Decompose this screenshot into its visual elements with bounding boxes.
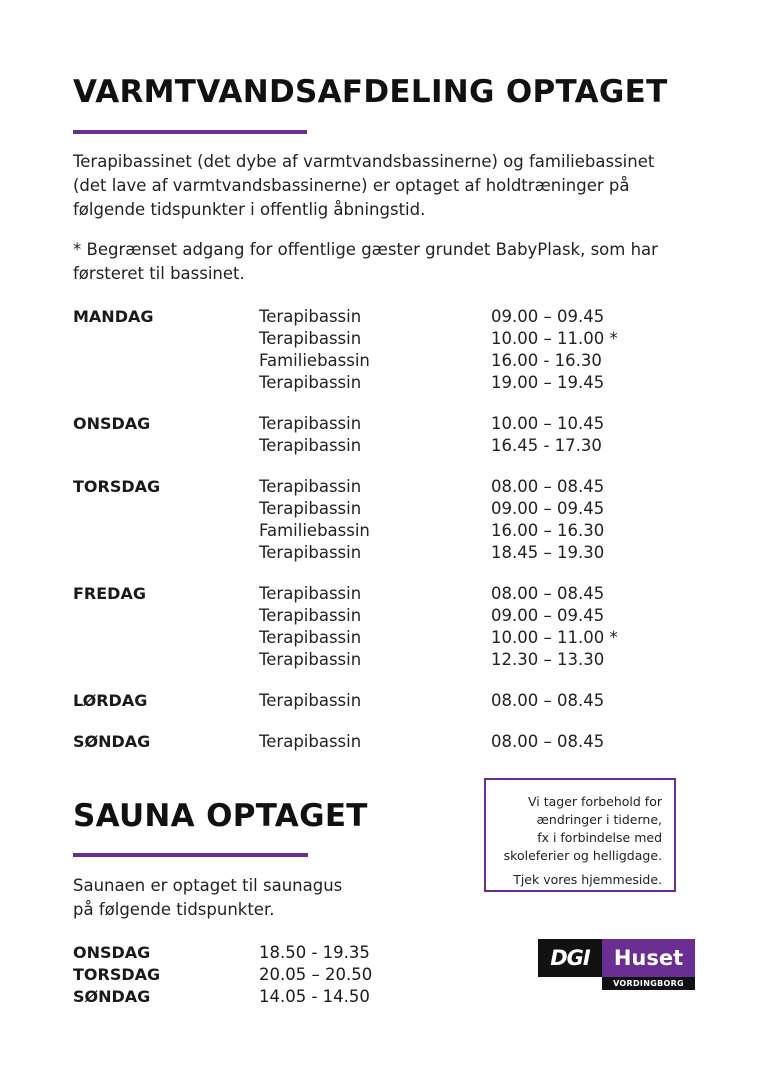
schedule-entry <box>259 731 673 753</box>
day-group-lordag <box>73 690 673 712</box>
disclaimer-box <box>484 778 676 892</box>
pool-name: Terapibassin <box>259 650 362 669</box>
time-slot: 12.30 – 13.30 <box>491 650 605 669</box>
time-slot: 10.00 – 10.45 <box>491 414 605 433</box>
pool-name: Terapibassin <box>259 477 362 496</box>
time-slot: 16.00 - 16.30 <box>491 351 602 370</box>
schedule-entry <box>259 372 673 394</box>
time-slot: 16.45 - 17.30 <box>491 436 602 455</box>
day-entries <box>259 583 673 671</box>
day-label: FREDAG <box>73 584 146 603</box>
schedule-entry <box>259 435 673 457</box>
pool-name: Terapibassin <box>259 732 362 751</box>
time-slot: 16.00 – 16.30 <box>491 521 605 540</box>
schedule-entry <box>259 649 673 671</box>
disclaimer-line: fx i forbindelse med <box>537 830 662 845</box>
time-slot: 09.00 – 09.45 <box>491 606 605 625</box>
schedule-entry <box>259 306 673 328</box>
day-entries <box>259 731 673 753</box>
time-slot: 09.00 – 09.45 <box>491 499 605 518</box>
day-label: SØNDAG <box>73 732 151 751</box>
pool-name: Terapibassin <box>259 436 362 455</box>
pool-name: Terapibassin <box>259 691 362 710</box>
day-entries <box>259 476 673 564</box>
schedule-entry <box>259 328 673 350</box>
schedule-entry <box>259 350 673 372</box>
day-group-mandag <box>73 306 673 394</box>
pool-name: Terapibassin <box>259 606 362 625</box>
sauna-intro <box>73 874 403 922</box>
hot-water-intro: Terapibassinet (det dybe af varmtvandsbassinerne) og familiebassinet (det lave af varmtvandsbassinerne) er optaget af holdtræninger på følgende tidspunkter i offentlig åbningstid. <box>73 152 655 219</box>
title-underline <box>73 130 307 134</box>
sauna-intro-line: på følgende tidspunkter. <box>73 900 275 919</box>
time-slot: 08.00 – 08.45 <box>491 691 605 710</box>
pool-name: Terapibassin <box>259 329 362 348</box>
pool-name: Terapibassin <box>259 499 362 518</box>
time-slot: 10.00 – 11.00 * <box>491 329 618 348</box>
pool-name: Familiebassin <box>259 351 370 370</box>
logo-huset-block: Huset <box>602 939 695 977</box>
day-label: TORSDAG <box>73 965 161 984</box>
day-group-fredag <box>73 583 673 671</box>
hot-water-title: VARMTVANDSAFDELING OPTAGET <box>73 74 668 110</box>
time-slot: 08.00 – 08.45 <box>491 477 605 496</box>
schedule-entry <box>259 413 673 435</box>
time-slot: 14.05 - 14.50 <box>259 987 370 1006</box>
schedule-entry <box>259 542 673 564</box>
disclaimer-line: Vi tager forbehold for <box>528 794 662 809</box>
pool-name: Terapibassin <box>259 414 362 433</box>
pool-name: Terapibassin <box>259 584 362 603</box>
dgi-huset-logo <box>538 939 695 990</box>
day-group-onsdag <box>73 413 673 457</box>
hot-water-schedule <box>73 306 673 772</box>
time-slot: 09.00 – 09.45 <box>491 307 605 326</box>
pool-name: Terapibassin <box>259 628 362 647</box>
pool-name: Familiebassin <box>259 521 370 540</box>
time-slot: 08.00 – 08.45 <box>491 584 605 603</box>
schedule-entry <box>259 520 673 542</box>
time-slot: 18.50 - 19.35 <box>259 943 370 962</box>
schedule-entry <box>259 583 673 605</box>
day-label: LØRDAG <box>73 691 148 710</box>
sauna-row <box>73 942 439 964</box>
schedule-entry <box>259 627 673 649</box>
time-slot: 08.00 – 08.45 <box>491 732 605 751</box>
time-slot: 20.05 – 20.50 <box>259 965 373 984</box>
time-slot: 19.00 – 19.45 <box>491 373 605 392</box>
schedule-entry <box>259 498 673 520</box>
day-entries <box>259 690 673 712</box>
pool-name: Terapibassin <box>259 543 362 562</box>
day-label: MANDAG <box>73 307 154 326</box>
day-entries <box>259 306 673 394</box>
day-group-torsdag <box>73 476 673 564</box>
sauna-row <box>73 964 439 986</box>
website-hint: Tjek vores hjemmeside. <box>513 872 662 887</box>
schedule-entry <box>259 476 673 498</box>
day-label: ONSDAG <box>73 414 151 433</box>
sauna-row <box>73 986 439 1008</box>
schedule-entry <box>259 690 673 712</box>
time-slot: 10.00 – 11.00 * <box>491 628 618 647</box>
day-group-sondag <box>73 731 673 753</box>
day-label: SØNDAG <box>73 987 151 1006</box>
sauna-schedule <box>73 942 439 1008</box>
schedule-entry <box>259 605 673 627</box>
pool-name: Terapibassin <box>259 307 362 326</box>
sauna-title-underline <box>73 853 308 857</box>
time-slot: 18.45 – 19.30 <box>491 543 605 562</box>
sauna-title: SAUNA OPTAGET <box>73 798 368 834</box>
day-entries <box>259 413 673 457</box>
disclaimer-line: ændringer i tiderne, <box>536 812 662 827</box>
day-label: ONSDAG <box>73 943 151 962</box>
logo-dgi-block: DGI <box>538 939 602 977</box>
babyplask-note: * Begrænset adgang for offentlige gæster grundet BabyPlask, som har førsteret til bassinet. <box>73 240 658 283</box>
sauna-intro-line: Saunaen er optaget til saunagus <box>73 876 343 895</box>
pool-name: Terapibassin <box>259 373 362 392</box>
disclaimer-line: skoleferier og helligdage. <box>503 848 662 863</box>
day-label: TORSDAG <box>73 477 161 496</box>
logo-subtitle: VORDINGBORG <box>602 977 695 990</box>
